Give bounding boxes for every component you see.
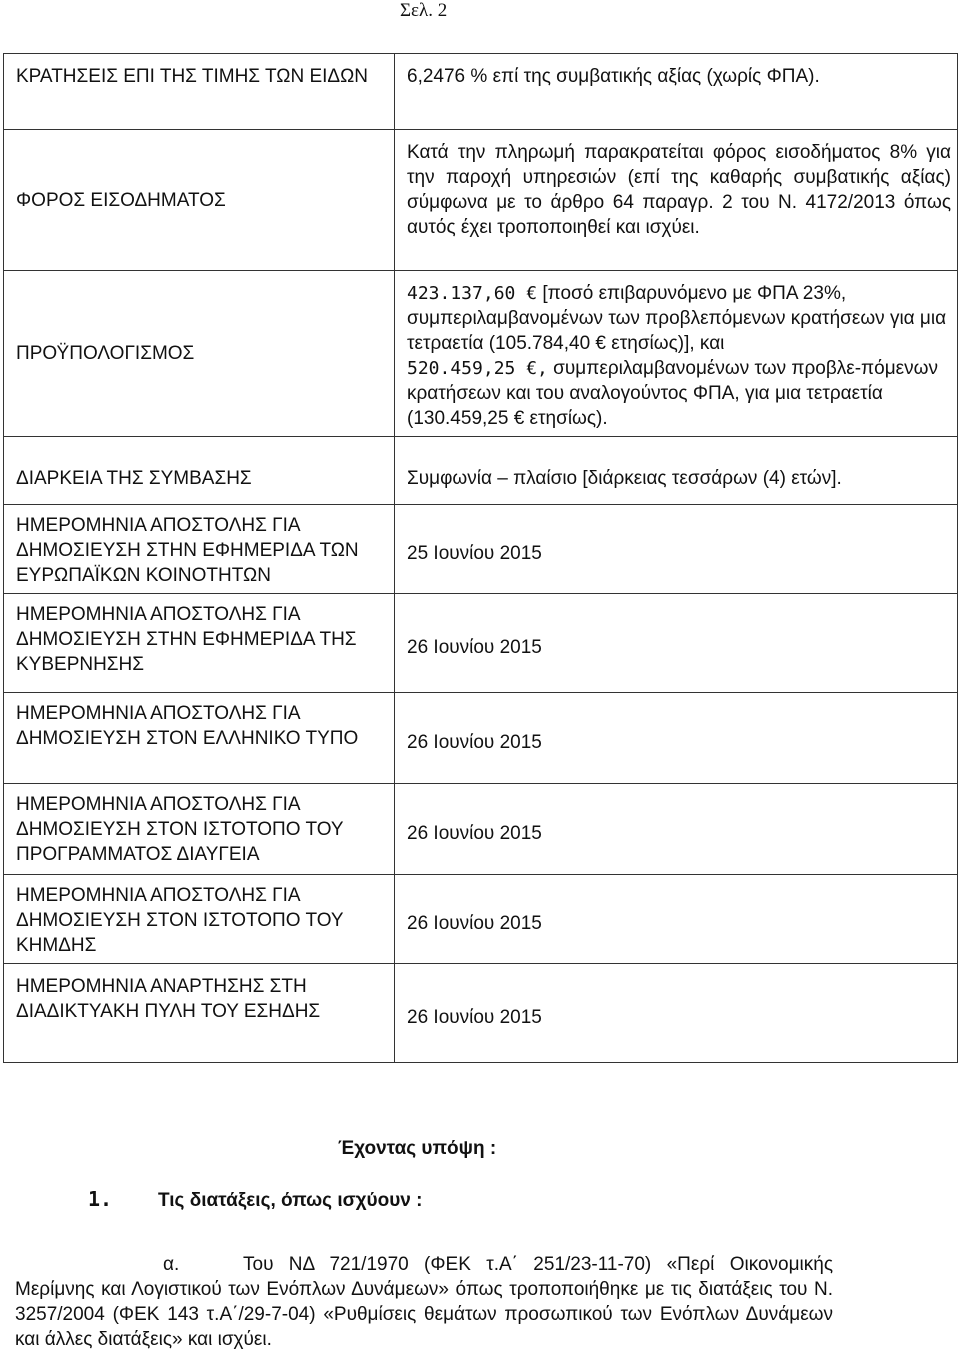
- table-row-kratiseis: [4, 54, 958, 130]
- diarkeia-label: ΔΙΑΡΚΕΙΑ ΤΗΣ ΣΥΜΒΑΣΗΣ: [4, 437, 395, 505]
- foros-label: ΦΟΡΟΣ ΕΙΣΟΔΗΜΑΤΟΣ: [4, 130, 395, 271]
- table-row-diarkeia: [4, 437, 958, 505]
- table-row-date: [4, 693, 958, 784]
- date-label: ΗΜΕΡΟΜΗΝΙΑ ΑΠΟΣΤΟΛΗΣ ΓΙΑ ΔΗΜΟΣΙΕΥΣΗ ΣΤΗΝ ΕΦΗΜΕΡΙΔΑ ΤΗΣ ΚΥΒΕΡΝΗΣΗΣ: [4, 594, 395, 693]
- kratiseis-value: 6,2476 % επί της συμβατικής αξίας (χωρίς ΦΠΑ).: [395, 54, 958, 130]
- table-row-date: [4, 505, 958, 594]
- budget-amount-2: 520.459,25 €,: [407, 358, 548, 379]
- date-value: 25 Ιουνίου 2015: [395, 505, 958, 594]
- contract-info-table: [3, 53, 958, 1063]
- date-label: ΗΜΕΡΟΜΗΝΙΑ ΑΠΟΣΤΟΛΗΣ ΓΙΑ ΔΗΜΟΣΙΕΥΣΗ ΣΤΗΝ ΕΦΗΜΕΡΙΔΑ ΤΩΝ ΕΥΡΩΠΑΪΚΩΝ ΚΟΙΝΟΤΗΤΩΝ: [4, 505, 395, 594]
- date-value: 26 Ιουνίου 2015: [395, 693, 958, 784]
- decree-paragraph: [15, 1252, 833, 1352]
- budget-text-1: [ποσό επιβαρυνόμενο με ΦΠΑ 23%, συμπεριλαμβανομένων των προβλεπόμενων κρατήσεων για μια τετραετία (105.784,40 € ετησίως)], και: [407, 283, 947, 354]
- item-number: 1.: [88, 1187, 113, 1211]
- date-label: ΗΜΕΡΟΜΗΝΙΑ ΑΠΟΣΤΟΛΗΣ ΓΙΑ ΔΗΜΟΣΙΕΥΣΗ ΣΤΟΝ ΕΛΛΗΝΙΚΟ ΤΥΠΟ: [4, 693, 395, 784]
- considering-heading: Έχοντας υπόψη :: [338, 1138, 497, 1159]
- foros-value: Κατά την πληρωμή παρακρατείται φόρος εισοδήματος 8% για την παροχή υπηρεσιών (επί της καθαρής συμβατικής αξίας) σύμφωνα με το άρθρο 64 παραγρ. 2 του Ν. 4172/2013 όπως αυτός έχει τροποποιηθεί και ισχύει.: [395, 130, 958, 271]
- table-row-date: [4, 964, 958, 1063]
- date-label: ΗΜΕΡΟΜΗΝΙΑ ΑΠΟΣΤΟΛΗΣ ΓΙΑ ΔΗΜΟΣΙΕΥΣΗ ΣΤΟΝ ΙΣΤΟΤΟΠΟ ΤΟΥ ΚΗΜΔΗΣ: [4, 875, 395, 964]
- provision-item-1: [88, 1187, 422, 1212]
- page-number: Σελ. 2: [400, 0, 448, 21]
- date-value: 26 Ιουνίου 2015: [395, 594, 958, 693]
- date-value: 26 Ιουνίου 2015: [395, 964, 958, 1063]
- table-row-foros: [4, 130, 958, 271]
- proypologismos-value: [395, 271, 958, 437]
- proypologismos-label: ΠΡΟΫΠΟΛΟΓΙΣΜΟΣ: [4, 271, 395, 437]
- item-text: Τις διατάξεις, όπως ισχύουν :: [158, 1190, 423, 1211]
- budget-text-2: συμπεριλαμβανομένων των προβλε-πόμενων κρατήσεων και του αναλογούντος ΦΠΑ, για μια τετραετία (130.459,25 € ετησίως).: [407, 358, 938, 429]
- date-label: ΗΜΕΡΟΜΗΝΙΑ ΑΠΟΣΤΟΛΗΣ ΓΙΑ ΔΗΜΟΣΙΕΥΣΗ ΣΤΟΝ ΙΣΤΟΤΟΠΟ ΤΟΥ ΠΡΟΓΡΑΜΜΑΤΟΣ ΔΙΑΥΓΕΙΑ: [4, 784, 395, 875]
- table-row-date: [4, 875, 958, 964]
- diarkeia-value: Συμφωνία – πλαίσιο [διάρκειας τεσσάρων (4) ετών].: [395, 437, 958, 505]
- table-row-date: [4, 594, 958, 693]
- decree-sub-letter: α.: [163, 1254, 180, 1275]
- date-value: 26 Ιουνίου 2015: [395, 875, 958, 964]
- table-row-proypologismos: [4, 271, 958, 437]
- decree-text: Του ΝΔ 721/1970 (ΦΕΚ τ.Α΄ 251/23-11-70) «Περί Οικονομικής Μερίμνης και Λογιστικού των Ενόπλων Δυνάμεων» όπως τροποποιήθηκε με τις διατάξεις του Ν. 3257/2004 (ΦΕΚ 143 τ.Α΄/29-7-04) «Ρυθμίσεις θεμάτων προσωπικού των Ενόπλων Δυνάμεων και άλλες διατάξεις» και ισχύει.: [15, 1254, 833, 1350]
- date-label: ΗΜΕΡΟΜΗΝΙΑ ΑΝΑΡΤΗΣΗΣ ΣΤΗ ΔΙΑΔΙΚΤΥΑΚΗ ΠΥΛΗ ΤΟΥ ΕΣΗΔΗΣ: [4, 964, 395, 1063]
- date-value: 26 Ιουνίου 2015: [395, 784, 958, 875]
- budget-amount-1: 423.137,60 €: [407, 283, 538, 304]
- kratiseis-label: ΚΡΑΤΗΣΕΙΣ ΕΠΙ ΤΗΣ ΤΙΜΗΣ ΤΩΝ ΕΙΔΩΝ: [4, 54, 395, 130]
- table-row-date: [4, 784, 958, 875]
